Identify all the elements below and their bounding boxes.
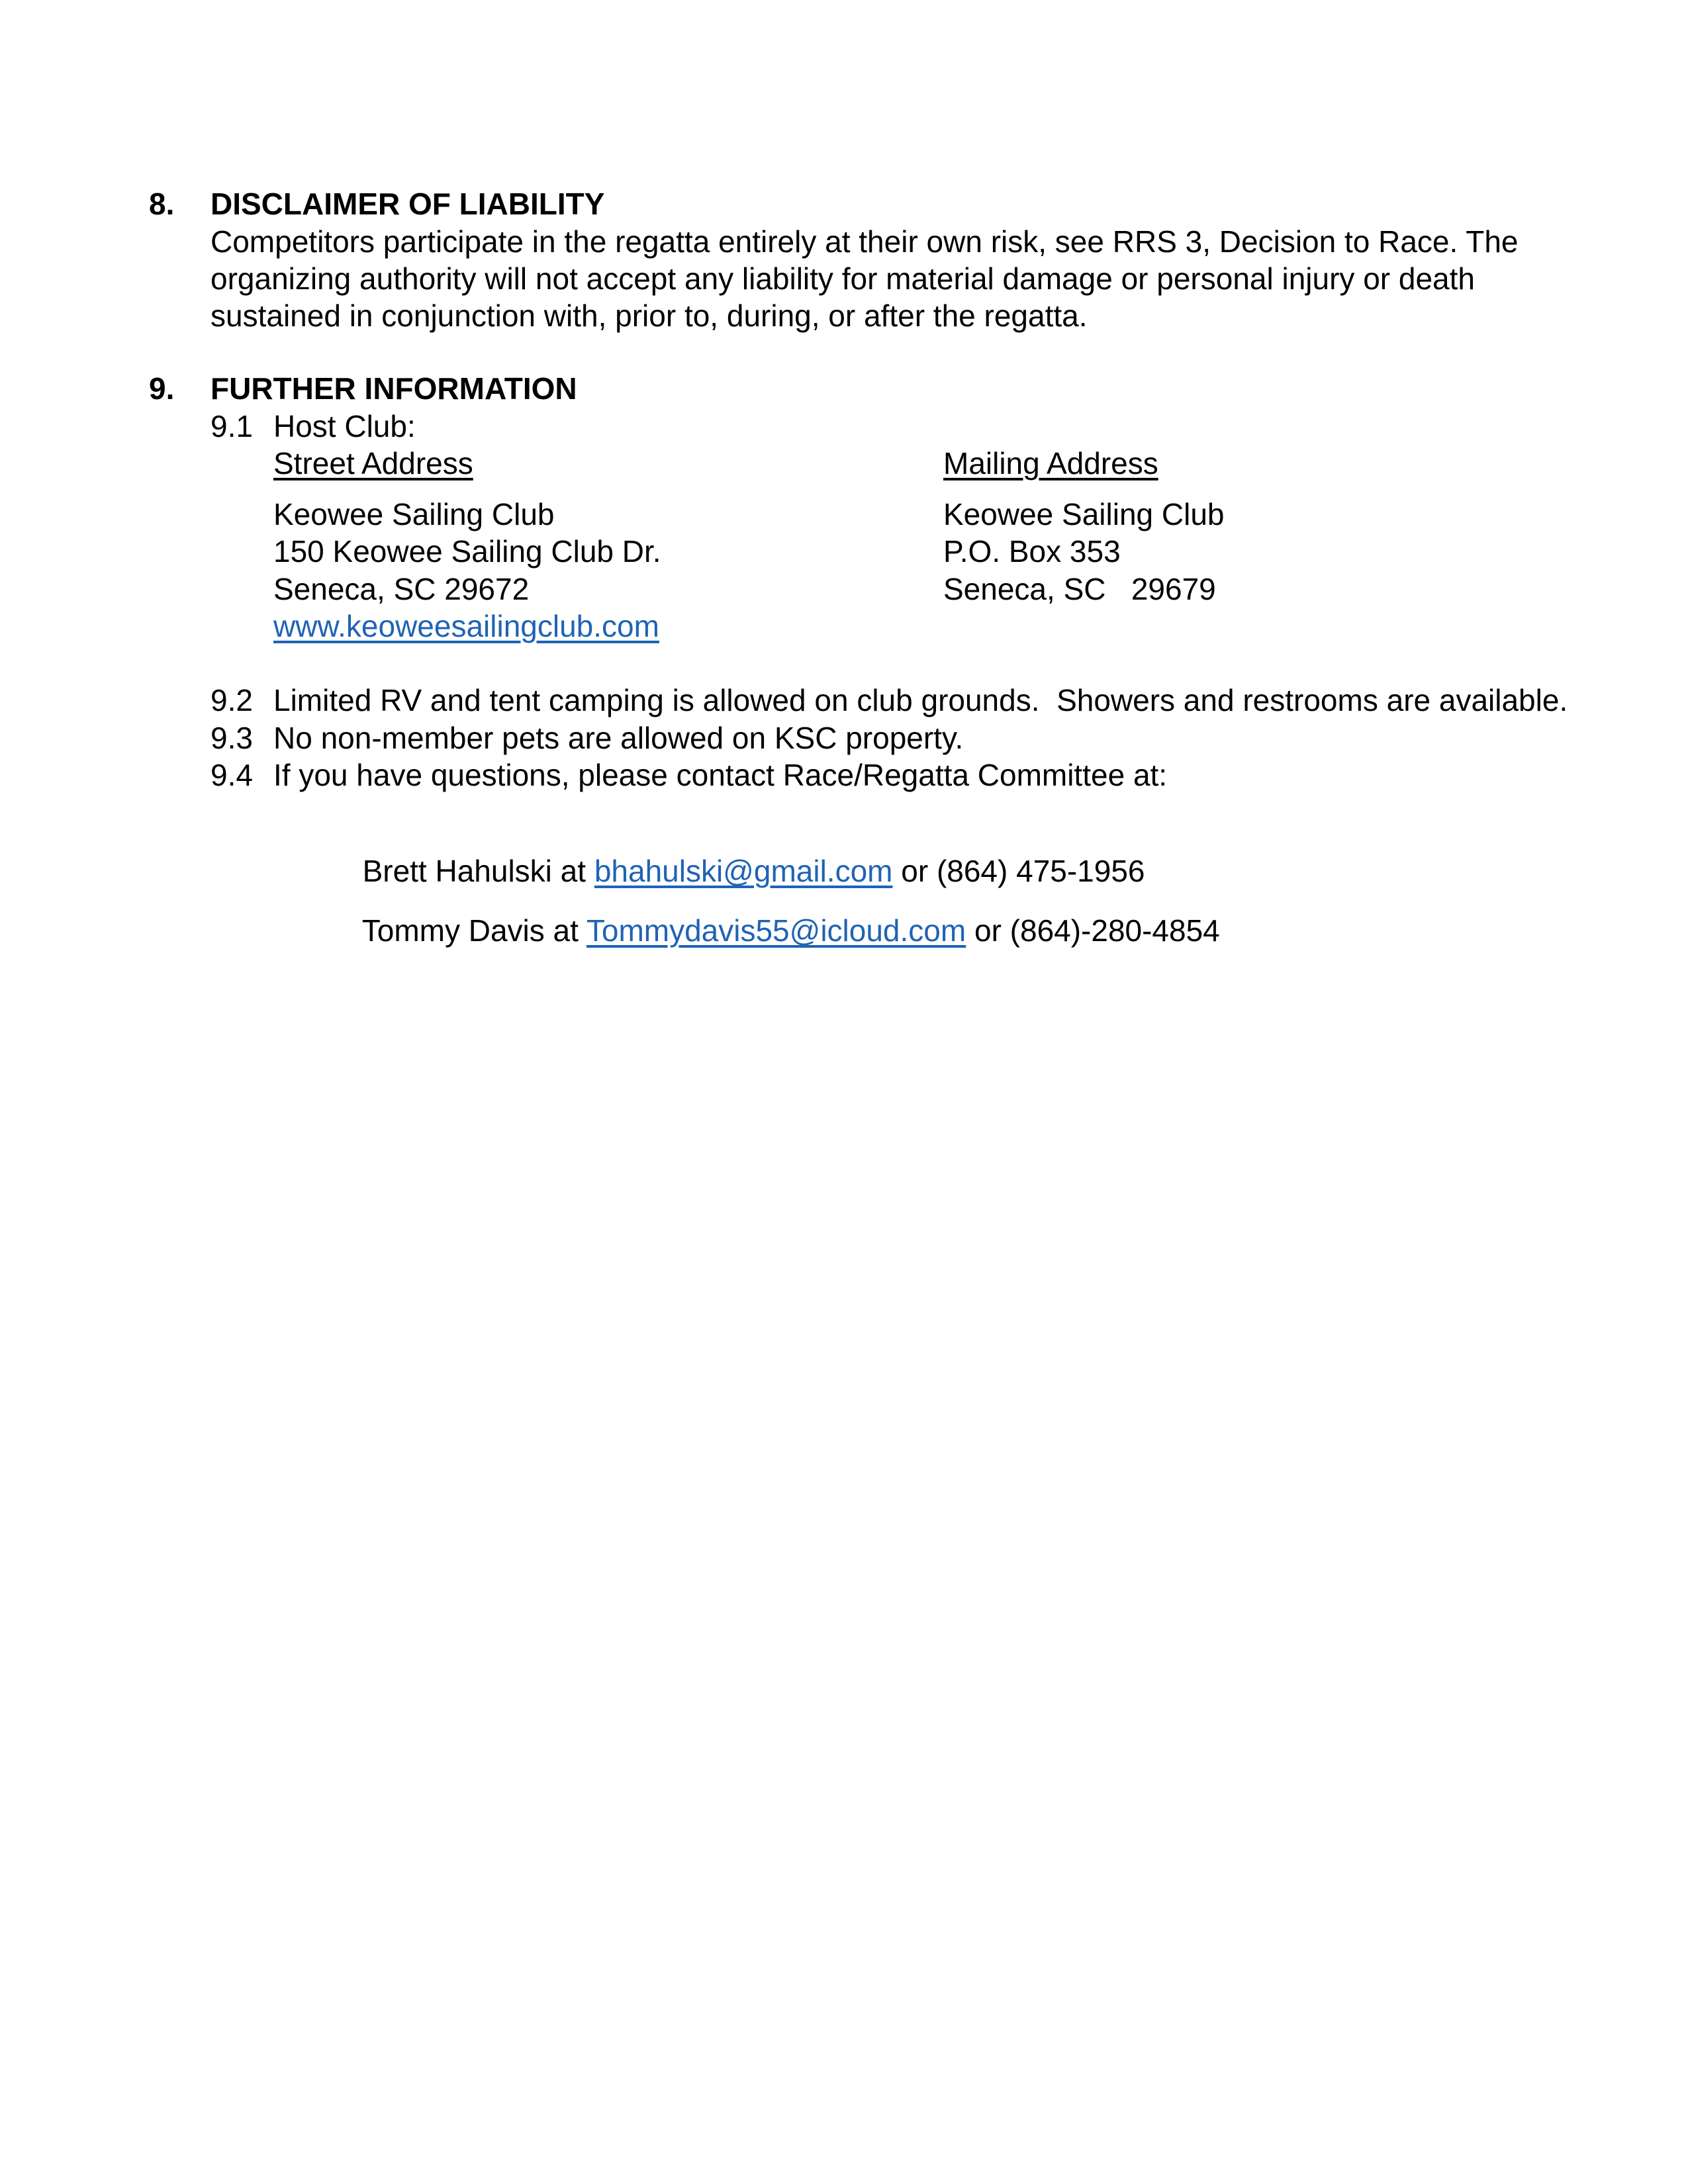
mailing-address-line-3: Seneca, SC 29679 — [943, 572, 1216, 606]
item-9-4-number: 9.4 — [211, 758, 253, 792]
street-address-heading: Street Address — [273, 446, 473, 480]
contact-brett-phone: or (864) 475-1956 — [892, 854, 1145, 888]
contact-tommy-phone: or (864)-280-4854 — [966, 913, 1220, 948]
mailing-address-line-1: Keowee Sailing Club — [943, 497, 1225, 531]
mailing-address-heading: Mailing Address — [943, 446, 1158, 480]
contact-brett-email-link[interactable]: bhahulski@gmail.com — [594, 854, 893, 888]
item-9-1-label: Host Club: — [273, 409, 416, 443]
street-address-line-3: Seneca, SC 29672 — [273, 572, 530, 606]
item-9-2-number: 9.2 — [211, 683, 253, 717]
street-address-line-2: 150 Keowee Sailing Club Dr. — [273, 534, 661, 569]
item-9-3-text: No non-member pets are allowed on KSC property. — [273, 721, 964, 755]
contact-tommy-name: Tommy Davis at — [361, 913, 586, 948]
item-9-2-text: Limited RV and tent camping is allowed on club grounds. Showers and restrooms are available. — [273, 683, 1568, 717]
section-9-number: 9. — [149, 371, 175, 406]
section-8-line-1: Competitors participate in the regatta entirely at their own risk, see RRS 3, Decision to Race. The — [211, 224, 1519, 259]
mailing-address-line-2: P.O. Box 353 — [943, 534, 1121, 569]
website-link[interactable]: www.keoweesailingclub.com — [273, 609, 659, 643]
section-8-number: 8. — [149, 187, 175, 221]
item-9-1-number: 9.1 — [211, 409, 253, 443]
street-address-line-1: Keowee Sailing Club — [273, 497, 555, 531]
contact-brett-name: Brett Hahulski at — [362, 854, 594, 888]
item-9-4-text: If you have questions, please contact Race/Regatta Committee at: — [273, 758, 1168, 792]
contact-tommy-email-link[interactable]: Tommydavis55@icloud.com — [586, 913, 966, 948]
section-9-heading: FURTHER INFORMATION — [211, 371, 577, 406]
section-8-line-3: sustained in conjunction with, prior to, during, or after the regatta. — [211, 298, 1088, 333]
contact-tommy — [346, 875, 1220, 949]
section-8-heading: DISCLAIMER OF LIABILITY — [211, 187, 605, 221]
item-9-3-number: 9.3 — [211, 721, 253, 755]
section-8-line-2: organizing authority will not accept any liability for material damage or personal injury or death — [211, 261, 1475, 296]
